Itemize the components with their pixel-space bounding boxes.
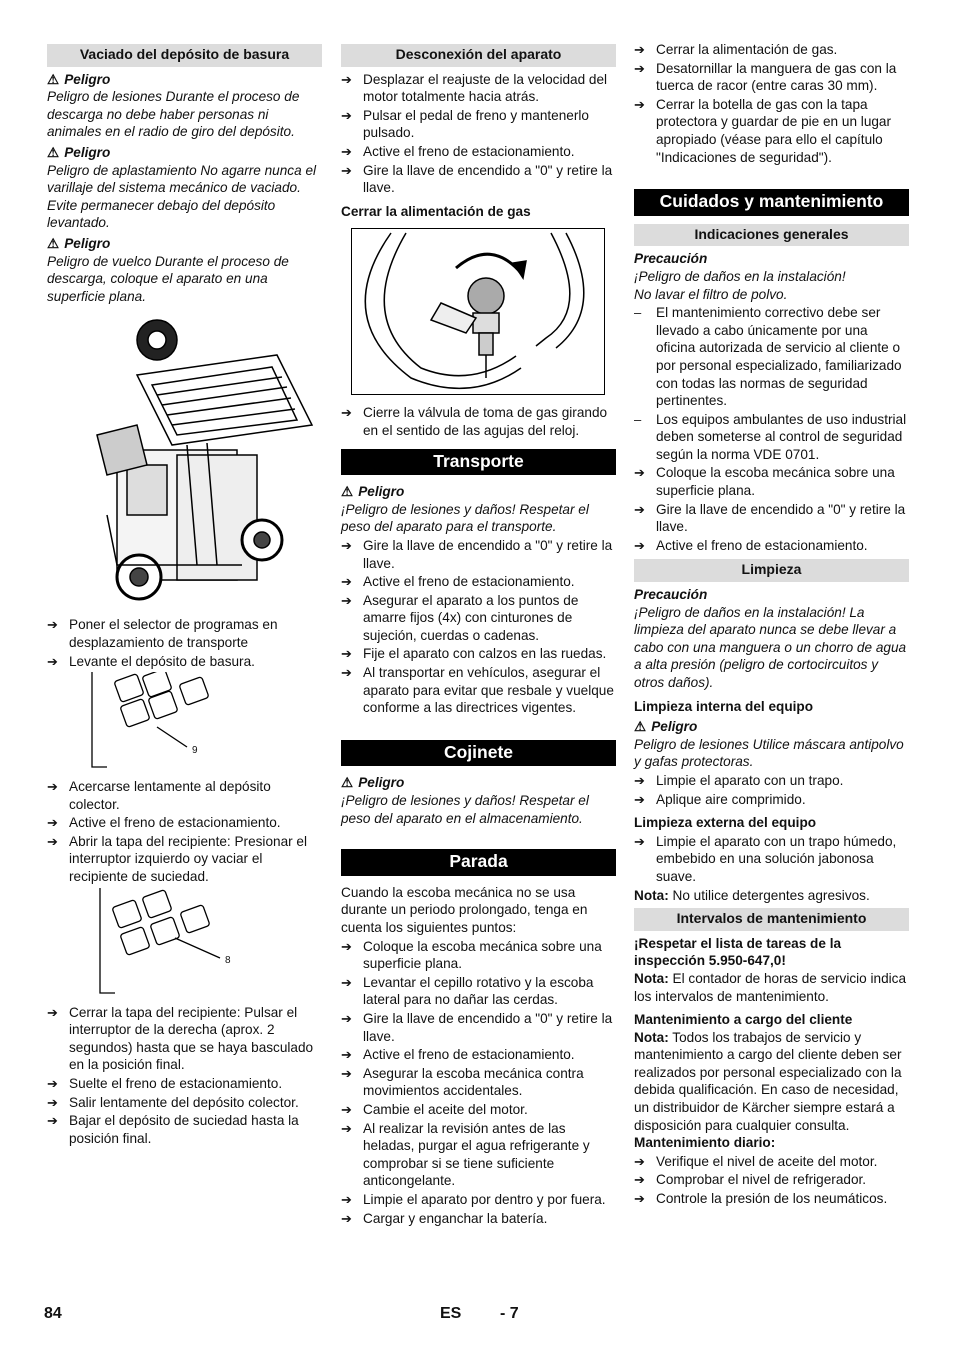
instruction-step: ➔ Cambie el aceite del motor. <box>341 1101 528 1117</box>
instruction-step: ➔ Coloque la escoba mecánica sobre una superficie plana. <box>341 938 602 972</box>
arrow-icon: ➔ <box>634 60 645 76</box>
gas-valve-illustration <box>351 228 616 396</box>
section-heading-intervalos: Intervalos de mantenimiento <box>634 908 909 931</box>
arrow-icon: ➔ <box>341 938 352 954</box>
instruction-step: ➔ Gire la llave de encendido a "0" y retire la llave. <box>341 1010 613 1044</box>
arrow-icon: ➔ <box>634 537 645 553</box>
arrow-icon: ➔ <box>341 665 352 681</box>
arrow-icon: ➔ <box>341 574 352 590</box>
warning-label: ⚠ Peligro <box>341 484 405 500</box>
warning-text: Peligro de aplastamiento No agarre nunca el varillaje del sistema mecánico de vaciado. Evite permanecer debajo del depósito levantado. <box>47 162 317 231</box>
caution-label: Precaución <box>634 251 708 267</box>
arrow-icon: ➔ <box>47 815 58 831</box>
instruction-step: ➔ Pulsar el pedal de freno y mantenerlo pulsado. <box>341 107 589 141</box>
instruction-step: ➔ Aplique aire comprimido. <box>634 791 806 807</box>
instruction-step: ➔ Fije el aparato con calzos en las ruedas. <box>341 646 607 662</box>
instruction-step: ➔ Acercarse lentamente al depósito colector. <box>47 779 271 812</box>
section-heading-cojinete: Cojinete <box>341 740 616 767</box>
instruction-step: ➔ Levantar el cepillo rotativo y la escoba lateral para no dañar las cerdas. <box>341 974 594 1008</box>
instruction-step: ➔ Levante el depósito de basura. <box>47 653 255 669</box>
instruction-step: ➔ Gire la llave de encendido a "0" y retire la llave. <box>634 501 906 535</box>
instruction-step: ➔ Cerrar la alimentación de gas. <box>634 42 838 57</box>
page-number: 84 <box>44 1305 62 1322</box>
warning-triangle-icon: ⚠ <box>634 719 647 735</box>
list-item: – El mantenimiento correctivo debe ser llevado a cabo únicamente por una oficina autorizada de servicio al cliente o por personal especializado, familiarizado con todas las normas de seguridad pertinentes. <box>634 305 902 409</box>
instruction-step: ➔ Comprobar el nivel de refrigerador. <box>634 1172 867 1188</box>
subheading: Mantenimiento diario: <box>634 1135 776 1151</box>
warning-triangle-icon: ⚠ <box>47 71 60 87</box>
warning-label: ⚠ Peligro <box>47 235 111 251</box>
control-panel-illustration-2 <box>95 888 322 998</box>
warning-text: ¡Peligro de lesiones y daños! Respetar el peso del aparato en el almacenamiento. <box>341 793 589 826</box>
machine-illustration <box>77 315 322 610</box>
instruction-step: ➔ Coloque la escoba mecánica sobre una superficie plana. <box>634 465 895 499</box>
section-heading-cuidados: Cuidados y mantenimiento <box>634 189 909 216</box>
caution-text: No lavar el filtro de polvo. <box>634 286 788 302</box>
caution-text: ¡Peligro de daños en la instalación! La limpieza del aparato nunca se debe llevar a cabo con una manguera o un chorro de agua a alta presión (peligro de cortocircuitos y otros daños). <box>634 604 907 690</box>
instruction-step: ➔ Desatornillar la manguera de gas con la tuerca de racor (entre caras 30 mm). <box>634 60 897 94</box>
arrow-icon: ➔ <box>634 833 645 849</box>
arrow-icon: ➔ <box>341 1191 352 1207</box>
note: Nota: El contador de horas de servicio indica los intervalos de mantenimiento. <box>634 970 907 1004</box>
caution-text: ¡Peligro de daños en la instalación! <box>634 268 846 284</box>
note: Nota: Todos los trabajos de servicio y mantenimiento a cargo del cliente deben ser realizados por personal especializado con la debida qualificación. En caso de necesidad, un distribuidor de Kärcher siempre estará a disposición para cualquier consulta. <box>634 1029 902 1133</box>
arrow-icon: ➔ <box>341 1010 352 1026</box>
warning-label: ⚠ Peligro <box>47 71 111 87</box>
instruction-step: ➔ Active el freno de estacionamiento. <box>341 1047 575 1063</box>
arrow-icon: ➔ <box>341 974 352 990</box>
section-heading-indicaciones: Indicaciones generales <box>634 224 909 247</box>
warning-text: ¡Peligro de lesiones y daños! Respetar el peso del aparato para el transporte. <box>341 501 589 535</box>
arrow-icon: ➔ <box>47 617 58 633</box>
instruction-step: ➔ Controle la presión de los neumáticos. <box>634 1191 888 1207</box>
instruction-step: ➔ Cerrar la botella de gas con la tapa protectora y guardar de pie en un lugar apropiado (véase para ello el capítulo "Indicaciones de seguridad"). <box>634 96 892 165</box>
arrow-icon: ➔ <box>47 1076 58 1092</box>
instruction-step: ➔ Active el freno de estacionamiento. <box>341 574 575 590</box>
caution-label: Precaución <box>634 587 708 603</box>
instruction-step: ➔ Desplazar el reajuste de la velocidad del motor totalmente hacia atrás. <box>341 71 608 105</box>
arrow-icon: ➔ <box>634 96 645 112</box>
arrow-icon: ➔ <box>47 1004 58 1020</box>
instruction-step: ➔ Bajar el depósito de suciedad hasta la posición final. <box>47 1113 299 1146</box>
instruction-step: ➔ Cargar y enganchar la batería. <box>341 1210 548 1226</box>
instruction-step: ➔ Poner el selector de programas en desplazamiento de transporte <box>47 617 278 650</box>
arrow-icon: ➔ <box>341 1047 352 1063</box>
arrow-icon: ➔ <box>47 1113 58 1129</box>
instruction-step: ➔ Al transportar en vehículos, asegurar el aparato para evitar que resbale y vuelque conforme a las directrices vigentes. <box>341 665 614 716</box>
instruction-step: ➔ Salir lentamente del depósito colector. <box>47 1094 299 1110</box>
section-heading-transporte: Transporte <box>341 449 616 476</box>
instruction-step: ➔ Gire la llave de encendido a "0" y retire la llave. <box>341 162 613 196</box>
instruction-step: ➔ Active el freno de estacionamiento. <box>47 815 281 831</box>
figure-number: 9 <box>192 745 198 757</box>
arrow-icon: ➔ <box>341 1101 352 1117</box>
arrow-icon: ➔ <box>634 465 645 481</box>
control-panel-illustration-1 <box>87 672 322 772</box>
instruction-step: ➔ Cerrar la tapa del recipiente: Pulsar el interruptor de la derecha (aprox. 2 segundos) hasta que se haya basculado en la posición final. <box>47 1004 314 1073</box>
warning-text: Peligro de lesiones Durante el proceso de descarga no debe haber personas ni animales en el radio de giro del depósito. <box>47 89 300 140</box>
warning-label: ⚠ Peligro <box>341 775 405 791</box>
arrow-icon: ➔ <box>341 1120 352 1136</box>
instruction-step: ➔ Active el freno de estacionamiento. <box>634 537 868 553</box>
instruction-step: ➔ Gire la llave de encendido a "0" y retire la llave. <box>341 537 613 571</box>
instruction-step: ➔ Asegurar el aparato a los puntos de amarre fijos (4x) con cinturones de sujeción, cuerdas o cadenas. <box>341 592 579 643</box>
warning-triangle-icon: ⚠ <box>47 144 60 160</box>
arrow-icon: ➔ <box>341 143 352 159</box>
column-3 <box>634 40 909 1209</box>
arrow-icon: ➔ <box>634 791 645 807</box>
arrow-icon: ➔ <box>634 1153 645 1169</box>
arrow-icon: ➔ <box>341 405 352 421</box>
section-heading-desconexion: Desconexión del aparato <box>341 44 616 67</box>
sub-page-number: - 7 <box>500 1305 519 1322</box>
arrow-icon: ➔ <box>634 1191 645 1207</box>
subheading: Limpieza interna del equipo <box>634 698 814 714</box>
arrow-icon: ➔ <box>341 592 352 608</box>
list-item: – Los equipos ambulantes de uso industrial deben someterse al control de seguridad según la norma VDE 0701. <box>634 411 907 462</box>
column-2 <box>341 44 616 1228</box>
arrow-icon: ➔ <box>47 653 58 669</box>
arrow-icon: ➔ <box>341 537 352 553</box>
subheading: Mantenimiento a cargo del cliente <box>634 1012 853 1028</box>
arrow-icon: ➔ <box>47 779 58 795</box>
arrow-icon: ➔ <box>634 772 645 788</box>
arrow-icon: ➔ <box>341 162 352 178</box>
instruction-step: ➔ Limpie el aparato por dentro y por fuera. <box>341 1191 606 1207</box>
paragraph: Cuando la escoba mecánica no se usa durante un periodo prolongado, tenga en cuenta los siguientes puntos: <box>341 884 588 935</box>
subheading: Cerrar la alimentación de gas <box>341 203 531 219</box>
language-code: ES <box>440 1305 462 1322</box>
arrow-icon: ➔ <box>341 1065 352 1081</box>
inspection-note: ¡Respetar el lista de tareas de la inspección 5.950-647,0! <box>634 935 842 969</box>
section-heading-parada: Parada <box>341 849 616 876</box>
note: Nota: No utilice detergentes agresivos. <box>634 887 870 903</box>
warning-triangle-icon: ⚠ <box>47 235 60 251</box>
subheading: Limpieza externa del equipo <box>634 815 817 831</box>
section-heading-limpieza: Limpieza <box>634 559 909 582</box>
arrow-icon: ➔ <box>634 501 645 517</box>
arrow-icon: ➔ <box>341 1210 352 1226</box>
section-heading-vaciado: Vaciado del depósito de basura <box>47 44 322 67</box>
arrow-icon: ➔ <box>341 107 352 123</box>
instruction-step: ➔ Suelte el freno de estacionamiento. <box>47 1076 283 1092</box>
figure-number: 8 <box>225 954 231 966</box>
arrow-icon: ➔ <box>341 646 352 662</box>
warning-text: Peligro de vuelco Durante el proceso de descarga, coloque el aparato en una superficie plana. <box>47 253 289 304</box>
arrow-icon: ➔ <box>47 833 58 849</box>
warning-triangle-icon: ⚠ <box>341 775 354 791</box>
column-1 <box>47 44 322 1148</box>
arrow-icon: ➔ <box>47 1094 58 1110</box>
instruction-step: ➔ Limpie el aparato con un trapo húmedo, embebido en una solución jabonosa suave. <box>634 833 897 884</box>
instruction-step: ➔ Asegurar la escoba mecánica contra movimientos accidentales. <box>341 1065 584 1099</box>
instruction-step: ➔ Verifique el nivel de aceite del motor. <box>634 1153 878 1169</box>
instruction-step: ➔ Cierre la válvula de toma de gas girando en el sentido de las agujas del reloj. <box>341 405 608 438</box>
instruction-step: ➔ Al realizar la revisión antes de las heladas, purgar el agua refrigerante y comprobar si se tiene suficiente anticongelante. <box>341 1120 590 1189</box>
instruction-step: ➔ Abrir la tapa del recipiente: Presionar el interruptor izquierdo oy vaciar el recipiente de suciedad. <box>47 833 308 885</box>
arrow-icon: ➔ <box>634 1172 645 1188</box>
warning-label: ⚠ Peligro <box>47 144 111 160</box>
warning-text: Peligro de lesiones Utilice máscara antipolvo y gafas protectoras. <box>634 736 904 770</box>
warning-label: ⚠ Peligro <box>634 719 698 735</box>
arrow-icon: ➔ <box>341 71 352 87</box>
arrow-icon: ➔ <box>634 42 645 57</box>
instruction-step: ➔ Limpie el aparato con un trapo. <box>634 772 844 788</box>
warning-triangle-icon: ⚠ <box>341 484 354 500</box>
instruction-step: ➔ Active el freno de estacionamiento. <box>341 143 575 159</box>
